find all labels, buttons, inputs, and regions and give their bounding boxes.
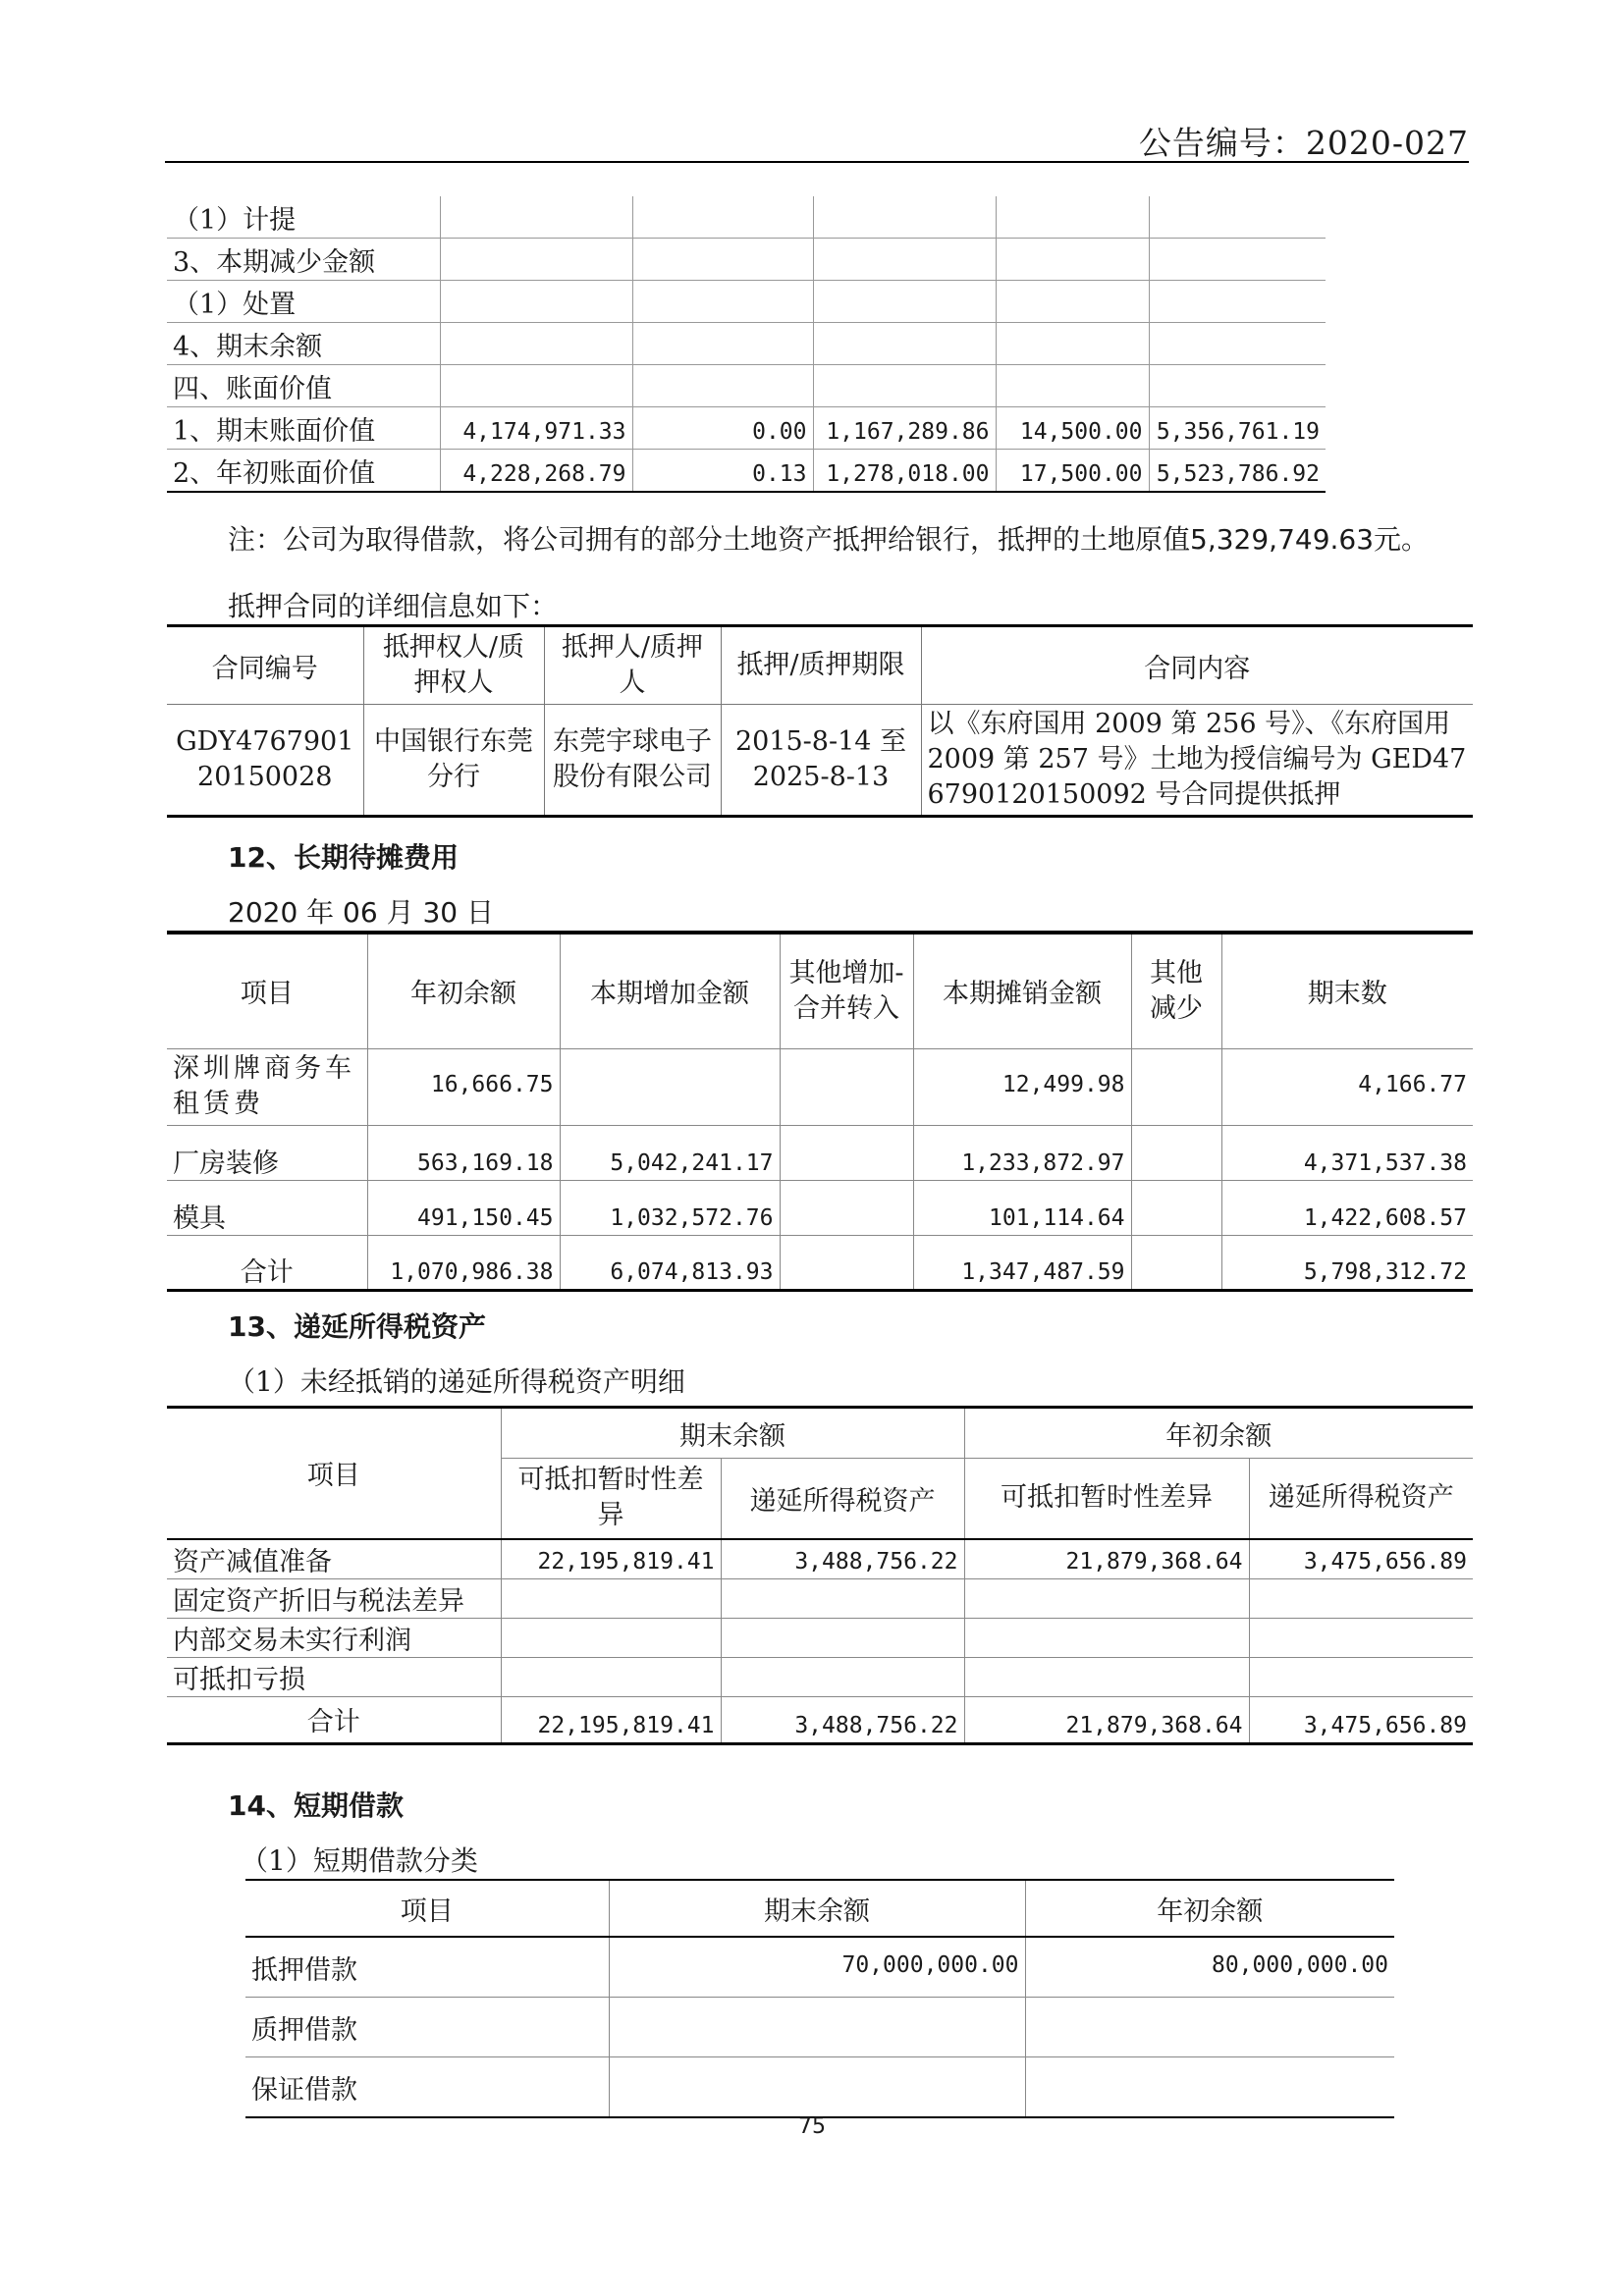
table-row: 抵押借款 70,000,000.00 80,000,000.00 — [245, 1937, 1394, 1998]
table-row: 内部交易未实行利润 — [167, 1618, 1473, 1657]
table-row: 可抵扣亏损 — [167, 1657, 1473, 1696]
table-header-row: 合同编号 抵押权人/质押权人 抵押人/质押人 抵押/质押期限 合同内容 — [167, 626, 1473, 705]
table-subheader-row: 可抵扣暂时性差异 递延所得税资产 可抵扣暂时性差异 递延所得税资产 — [167, 1459, 1473, 1539]
mortgage-contract-table — [167, 624, 1473, 818]
section-14-subtitle: （1）短期借款分类 — [241, 1844, 478, 1877]
asset-value-table — [167, 196, 1326, 493]
deferred-tax-asset-table — [167, 1406, 1473, 1745]
table-header-row: 项目 期末余额 年初余额 — [245, 1880, 1394, 1937]
table-row — [167, 365, 1326, 407]
row-label: 3、本期减少金额 — [167, 239, 440, 281]
mortgage-note: 注：公司为取得借款，将公司拥有的部分土地资产抵押给银行，抵押的土地原值5,329,749.63元。 — [228, 523, 1430, 556]
table-row: 2、年初账面价值 4,228,268.79 0.13 1,278,018.00 17,500.00 5,523,786.92 — [167, 450, 1326, 493]
table-total-row: 合计 22,195,819.41 3,488,756.22 21,879,368.64 3,475,656.89 — [167, 1696, 1473, 1743]
row-label: 四、账面价值 — [167, 365, 440, 407]
header-divider — [165, 161, 1469, 163]
page-number: 75 — [798, 2114, 826, 2139]
announcement-code: 公告编号：2020-027 — [1138, 124, 1469, 162]
row-label: （1）处置 — [167, 281, 440, 323]
long-term-prepaid-table — [167, 931, 1473, 1292]
section-12-title: 12、长期待摊费用 — [228, 841, 459, 874]
table-row — [167, 196, 1326, 239]
table-row — [167, 323, 1326, 365]
table-total-row: 合计 1,070,986.38 6,074,813.93 1,347,487.59 5,798,312.72 — [167, 1235, 1473, 1290]
table-row: 固定资产折旧与税法差异 — [167, 1578, 1473, 1618]
section-12-date: 2020 年 06 月 30 日 — [228, 896, 495, 929]
table-row: 深圳牌商务车租赁费 16,666.75 12,499.98 4,166.77 — [167, 1048, 1473, 1125]
table-header-row: 项目 年初余额 本期增加金额 其他增加-合并转入 本期摊销金额 其他减少 期末数 — [167, 933, 1473, 1048]
table-header-row: 项目 期末余额 年初余额 — [167, 1408, 1473, 1459]
row-label: 2、年初账面价值 — [167, 450, 440, 493]
table-row: 模具 491,150.45 1,032,572.76 101,114.64 1,422,608.57 — [167, 1180, 1473, 1235]
row-label: （1）计提 — [167, 196, 440, 239]
detail-intro: 抵押合同的详细信息如下： — [228, 590, 559, 622]
table-row: 厂房装修 563,169.18 5,042,241.17 1,233,872.97 4,371,537.38 — [167, 1125, 1473, 1180]
section-13-title: 13、递延所得税资产 — [228, 1310, 486, 1343]
short-term-loan-table — [245, 1879, 1394, 2118]
table-row — [167, 239, 1326, 281]
table-row — [167, 281, 1326, 323]
table-row: GDY476790120150028 中国银行东莞分行 东莞宇球电子股份有限公司 2015-8-14 至 2025-8-13 以《东府国用 2009 第 256 号》、《东府国用 2009 第 257 号》土地为授信编号为 GED476790120150092 号合同提供抵押 — [167, 705, 1473, 817]
table-row: 保证借款 — [245, 2057, 1394, 2118]
row-label: 1、期末账面价值 — [167, 407, 440, 450]
section-13-subtitle: （1）未经抵销的递延所得税资产明细 — [228, 1365, 685, 1398]
row-label: 4、期末余额 — [167, 323, 440, 365]
section-14-title: 14、短期借款 — [228, 1789, 404, 1822]
table-row: 资产减值准备 22,195,819.41 3,488,756.22 21,879,368.64 3,475,656.89 — [167, 1539, 1473, 1579]
table-row: 质押借款 — [245, 1998, 1394, 2057]
table-row: 1、期末账面价值 4,174,971.33 0.00 1,167,289.86 14,500.00 5,356,761.19 — [167, 407, 1326, 450]
mortgage-amount: 5,329,749.63 — [1190, 523, 1375, 556]
